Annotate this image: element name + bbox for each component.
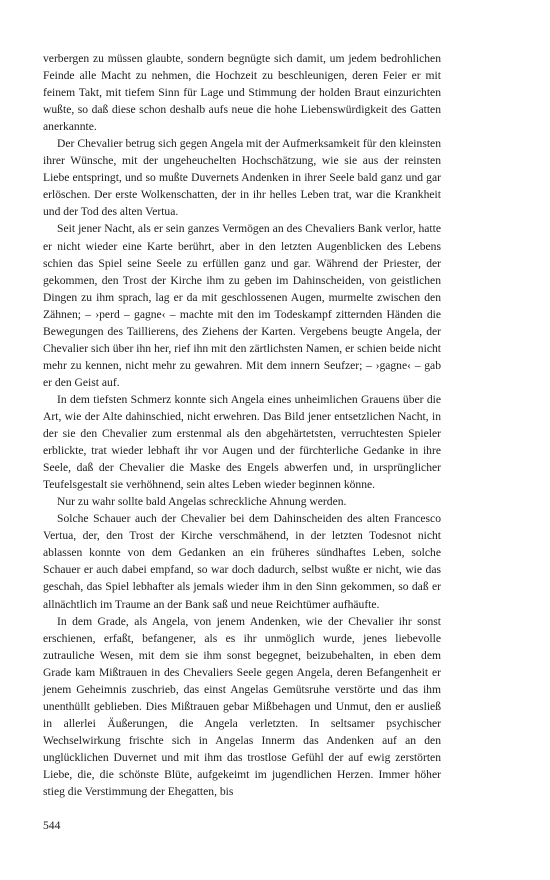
paragraph-7: In dem Grade, als Angela, von jenem Andenken, wie der Chevalier ihr sonst erschienen, erfaßt, befangener, als es ihr unmöglich wurde, jenes liebevolle zutrauliche Wesen, mit dem sie ihm sonst begegnet, beizubehalten, in eben dem Grade kam Mißtrauen in des Chevaliers Seele gegen Angela, deren Befangenheit er jenem Geheimnis zuschrieb, das einst Angelas Gemütsruhe verstörte und das ihm unenthüllt geblieben. Dies Mißtrauen gebar Mißbehagen und Unmut, den er ausließ in allerlei Äußerungen, die Angela verletzten. In seltsamer psychischer Wechselwirkung frischte sich in Angelas Innerm das Andenken auf an den unglücklichen Duvernet und mit ihm das trostlose Gefühl der auf ewig zerstörten Liebe, die, die schönste Blüte, aufgekeimt im jugendlichen Herzen. Immer höher stieg die Verstimmung der Ehegatten, bis [43, 614, 441, 799]
paragraph-1: verbergen zu müssen glaubte, sondern begnügte sich damit, um jedem bedrohlichen Feinde alle Macht zu nehmen, die Hochzeit zu beschleunigen, deren Feier er mit feinem Takt, mit tiefem Sinn für Lage und Stimmung der holden Braut einzurichten wußte, so daß diese schon deshalb aufs neue die hohe Liebenswürdigkeit des Gatten anerkannte. [43, 52, 441, 134]
paragraph-5: Nur zu wahr sollte bald Angelas schreckliche Ahnung werden. [57, 495, 347, 509]
paragraph-6: Solche Schauer auch der Chevalier bei dem Dahinscheiden des alten Francesco Vertua, der, den Trost der Kirche verschmähend, in der letzten Todesnot nicht ablassen konnte von dem Gedanken an ein früheres sündhaftes Leben, solche Schauer er auch dabei empfand, so war doch dadurch, selbst wußte er nicht, wie das geschah, das Spiel lebhafter als jemals wieder ihm in den Sinn gekommen, so daß er allnächtlich im Traume an der Bank saß und neue Reichtümer aufhäufte. [43, 512, 441, 611]
paragraph-4: In dem tiefsten Schmerz konnte sich Angela eines unheimlichen Grauens über die Art, wie der Alte dahinschied, nicht erwehren. Das Bild jener entsetzlichen Nacht, in der sie den Chevalier zum erstenmal als den abgehärtetsten, verruchtesten Spieler erblickte, trat wieder lebhaft ihr vor Augen und der fürchterliche Gedanke in ihre Seele, daß der Chevalier die Maske des Engels abwerfen und, in ursprünglicher Teufelsgestalt sie verhöhnend, sein altes Leben wieder beginnen könne. [43, 392, 441, 492]
page-text-block [43, 50, 441, 800]
paragraph-3: Seit jener Nacht, als er sein ganzes Vermögen an des Chevaliers Bank verlor, hatte er nicht wieder eine Karte berührt, aber in den letzten Augenblicken des Lebens schien das Spiel seine Seele zu erfüllen ganz und gar. Während der Priester, der gekommen, den Trost der Kirche ihm zu geben im Dahinscheiden, von geistlichen Dingen zu ihm sprach, lag er da mit geschlossenen Augen, murmelte zwischen den Zähnen; – ›perd – gagne‹ – machte mit den im Todeskampf zitternden Händen die Bewegungen des Taillierens, des Ziehens der Karten. Vergebens beugte Angela, der Chevalier sich über ihn her, rief ihn mit den zärtlichsten Namen, er schien beide nicht mehr zu kennen, nicht mehr zu gewahren. Mit dem innern Seufzer; – ›gagne‹ – gab er den Geist auf. [43, 222, 441, 389]
paragraph-2: Der Chevalier betrug sich gegen Angela mit der Aufmerksamkeit für den kleinsten ihrer Wünsche, mit der ungeheuchelten Hochschätzung, wie sie aus der reinsten Liebe entspringt, und so mußte Duvernets Andenken in ihrer Seele bald ganz und gar erlöschen. Der erste Wolkenschatten, der in ihr helles Leben trat, war die Krankheit und der Tod des alten Vertua. [43, 137, 441, 219]
page-number: 544 [43, 819, 61, 832]
